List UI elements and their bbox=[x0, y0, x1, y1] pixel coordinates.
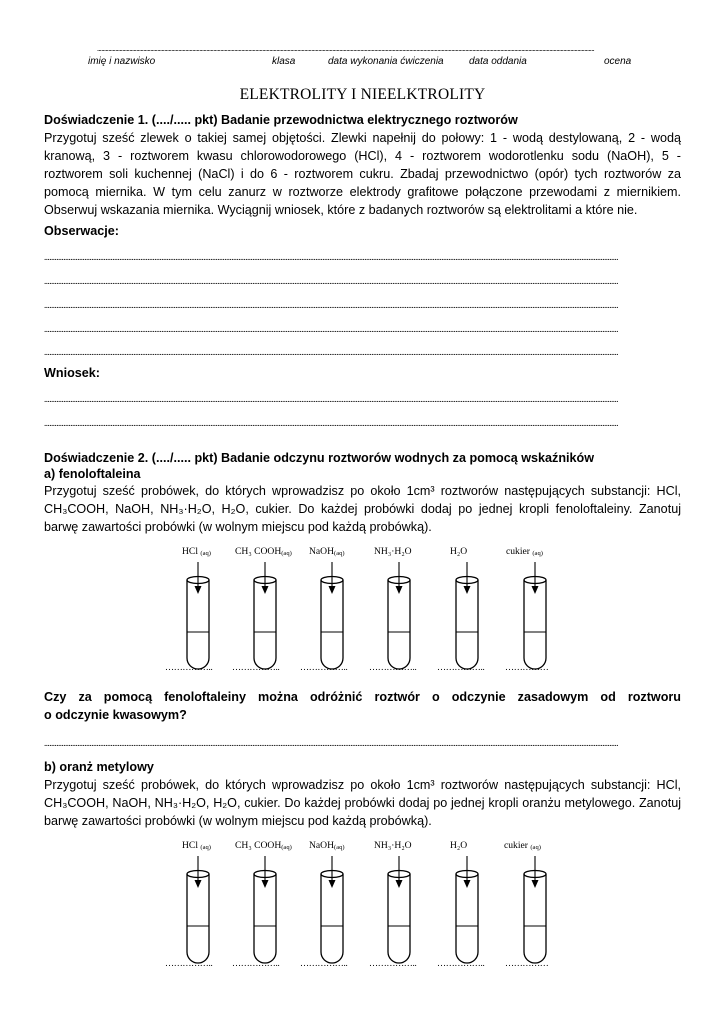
answer-blank[interactable]: …………….. bbox=[165, 662, 213, 672]
label-return-date: data oddania bbox=[469, 56, 527, 67]
test-tube-icon bbox=[254, 856, 276, 963]
label-exercise-date: data wykonania ćwiczenia bbox=[328, 56, 444, 67]
question bbox=[44, 688, 681, 724]
tube-label: CH₃ $COOH_{(aq)}$ bbox=[235, 546, 292, 557]
exp2a-line-2: CH₃COOH, NaOH, NH₃·H₂O, H₂O, cukier. Do każdej probówki dodaj po jednej kropli fenoloftaleiny. Zanotuj bbox=[44, 502, 681, 516]
answer-blank[interactable]: …………….. bbox=[232, 958, 280, 968]
page-title: ELEKTROLITY I NIEELKTROLITY bbox=[239, 86, 486, 103]
test-tube-icon bbox=[321, 856, 343, 963]
exp1-line-4: pomocą miernika. W tym celu zanurz w roztworze elektrody grafitowe połączone przewodami z miernikiem. bbox=[44, 185, 681, 199]
exp1-instructions bbox=[44, 129, 681, 219]
answer-blank[interactable]: …………….. bbox=[437, 958, 485, 968]
exp1-line-2: kranową, 3 - roztworem kwasu chlorowodorowego (HCl), 4 - roztworem wodorotlenku sodu (NaOH), 5 - bbox=[44, 149, 681, 163]
answer-blank[interactable]: …………….. bbox=[300, 958, 348, 968]
tube-label: CH₃ $COOH_{(aq)}$ bbox=[235, 840, 292, 851]
test-tubes-drawing bbox=[0, 560, 725, 680]
phenolphthalein-label: a) fenoloftaleina bbox=[44, 467, 141, 481]
tube-label: cukier $_{(aq)}$ bbox=[504, 840, 541, 851]
test-tube-icon bbox=[456, 856, 478, 963]
observation-line[interactable]: ........................................................................................................................................................................................................................................................................................................................................ bbox=[44, 324, 618, 334]
tube-label: NH₃·H₂O bbox=[374, 840, 412, 851]
observation-line[interactable]: ........................................................................................................................................................................................................................................................................................................................................ bbox=[44, 347, 618, 357]
test-tubes-row-a bbox=[0, 540, 725, 680]
answer-line[interactable]: ........................................................................................................................................................................................................................................................................................................................................ bbox=[44, 738, 618, 748]
exp1-line-1: Przygotuj sześć zlewek o takiej samej objętości. Zlewki napełnij do połowy: 1 - wodą destylowaną, 2 - wodą bbox=[44, 131, 681, 145]
answer-blank[interactable]: …………….. bbox=[232, 662, 280, 672]
test-tube-icon bbox=[524, 856, 546, 963]
conclusion-line[interactable]: ........................................................................................................................................................................................................................................................................................................................................ bbox=[44, 418, 618, 428]
exp2b-line-1: Przygotuj sześć probówek, do których wprowadzisz po około 1cm³ roztworów następujących substancji: HCl, bbox=[44, 778, 681, 792]
answer-blank[interactable]: …………….. bbox=[300, 662, 348, 672]
question-line-1: Czy za pomocą fenoloftaleiny można odróżnić roztwór o odczynie zasadowym od roztworu bbox=[44, 690, 681, 704]
exp1-line-5: Obserwuj wskazania miernika. Wyciągnij wniosek, które z badanych roztworów są elektrolitami a które nie. bbox=[44, 203, 638, 217]
exp2a-line-3: barwę zawartości probówki (w wolnym miejscu pod każdą probówką). bbox=[44, 520, 432, 534]
test-tube-icon bbox=[321, 562, 343, 669]
tube-label: NH₃·H₂O bbox=[374, 546, 412, 557]
test-tube-icon bbox=[187, 856, 209, 963]
tube-label: H₂O bbox=[450, 840, 468, 851]
test-tube-icon bbox=[187, 562, 209, 669]
exp2a-instructions bbox=[44, 482, 681, 536]
tube-label: HCl $_{(aq)}$ bbox=[182, 840, 211, 851]
header-dotted-line: ................................................................................................................................................................................................................................................................................................................................................................... bbox=[97, 44, 595, 53]
observation-line[interactable]: ........................................................................................................................................................................................................................................................................................................................................ bbox=[44, 276, 618, 286]
test-tube-icon bbox=[524, 562, 546, 669]
answer-blank[interactable]: …………….. bbox=[369, 662, 417, 672]
label-name: imię i nazwisko bbox=[88, 56, 156, 67]
exp2b-instructions bbox=[44, 776, 681, 830]
observations-label: Obserwacje: bbox=[44, 224, 119, 238]
answer-blank[interactable]: …………….. bbox=[165, 958, 213, 968]
conclusion-label: Wniosek: bbox=[44, 366, 100, 380]
label-grade: ocena bbox=[604, 56, 632, 67]
label-class: klasa bbox=[272, 56, 296, 67]
test-tube-icon bbox=[254, 562, 276, 669]
observation-line[interactable]: ........................................................................................................................................................................................................................................................................................................................................ bbox=[44, 300, 618, 310]
test-tube-icon bbox=[388, 856, 410, 963]
answer-blank[interactable]: …………….. bbox=[437, 662, 485, 672]
test-tubes-drawing bbox=[0, 854, 725, 974]
question-line-2: o odczynie kwasowym? bbox=[44, 708, 187, 722]
observation-line[interactable]: ........................................................................................................................................................................................................................................................................................................................................ bbox=[44, 252, 618, 262]
test-tubes-row-b bbox=[0, 834, 725, 974]
exp2b-line-2: CH₃COOH, NaOH, NH₃·H₂O, H₂O, cukier. Do każdej probówki dodaj po jednej kropli oranżu metylowego. Zanotuj bbox=[44, 796, 681, 810]
exp1-line-3: roztworem soli kuchennej (NaCl) i do 6 - roztworem cukru. Zbadaj przewodnictwo (opór) tych roztworów za bbox=[44, 167, 681, 181]
exp1-heading: Doświadczenie 1. (..../..... pkt) Badanie przewodnictwa elektrycznego roztworów bbox=[44, 113, 518, 127]
tube-label: HCl $_{(aq)}$ bbox=[182, 546, 211, 557]
tube-label: NaOH$_{(aq)}$ bbox=[309, 840, 345, 851]
conclusion-line[interactable]: ........................................................................................................................................................................................................................................................................................................................................ bbox=[44, 394, 618, 404]
exp2a-line-1: Przygotuj sześć probówek, do których wprowadzisz po około 1cm³ roztworów następujących substancji: HCl, bbox=[44, 484, 681, 498]
exp2-heading: Doświadczenie 2. (..../..... pkt) Badanie odczynu roztworów wodnych za pomocą wskaźników bbox=[44, 451, 595, 465]
tube-label: H₂O bbox=[450, 546, 468, 557]
answer-blank[interactable]: …………… bbox=[505, 958, 549, 968]
test-tube-icon bbox=[456, 562, 478, 669]
exp2b-line-3: barwę zawartości probówki (w wolnym miejscu pod każdą probówką). bbox=[44, 814, 432, 828]
tube-label: cukier $_{(aq)}$ bbox=[506, 546, 543, 557]
test-tube-icon bbox=[388, 562, 410, 669]
tube-label: NaOH$_{(aq)}$ bbox=[309, 546, 345, 557]
answer-blank[interactable]: …………… bbox=[505, 662, 549, 672]
answer-blank[interactable]: …………….. bbox=[369, 958, 417, 968]
methyl-orange-label: b) oranż metylowy bbox=[44, 760, 154, 774]
